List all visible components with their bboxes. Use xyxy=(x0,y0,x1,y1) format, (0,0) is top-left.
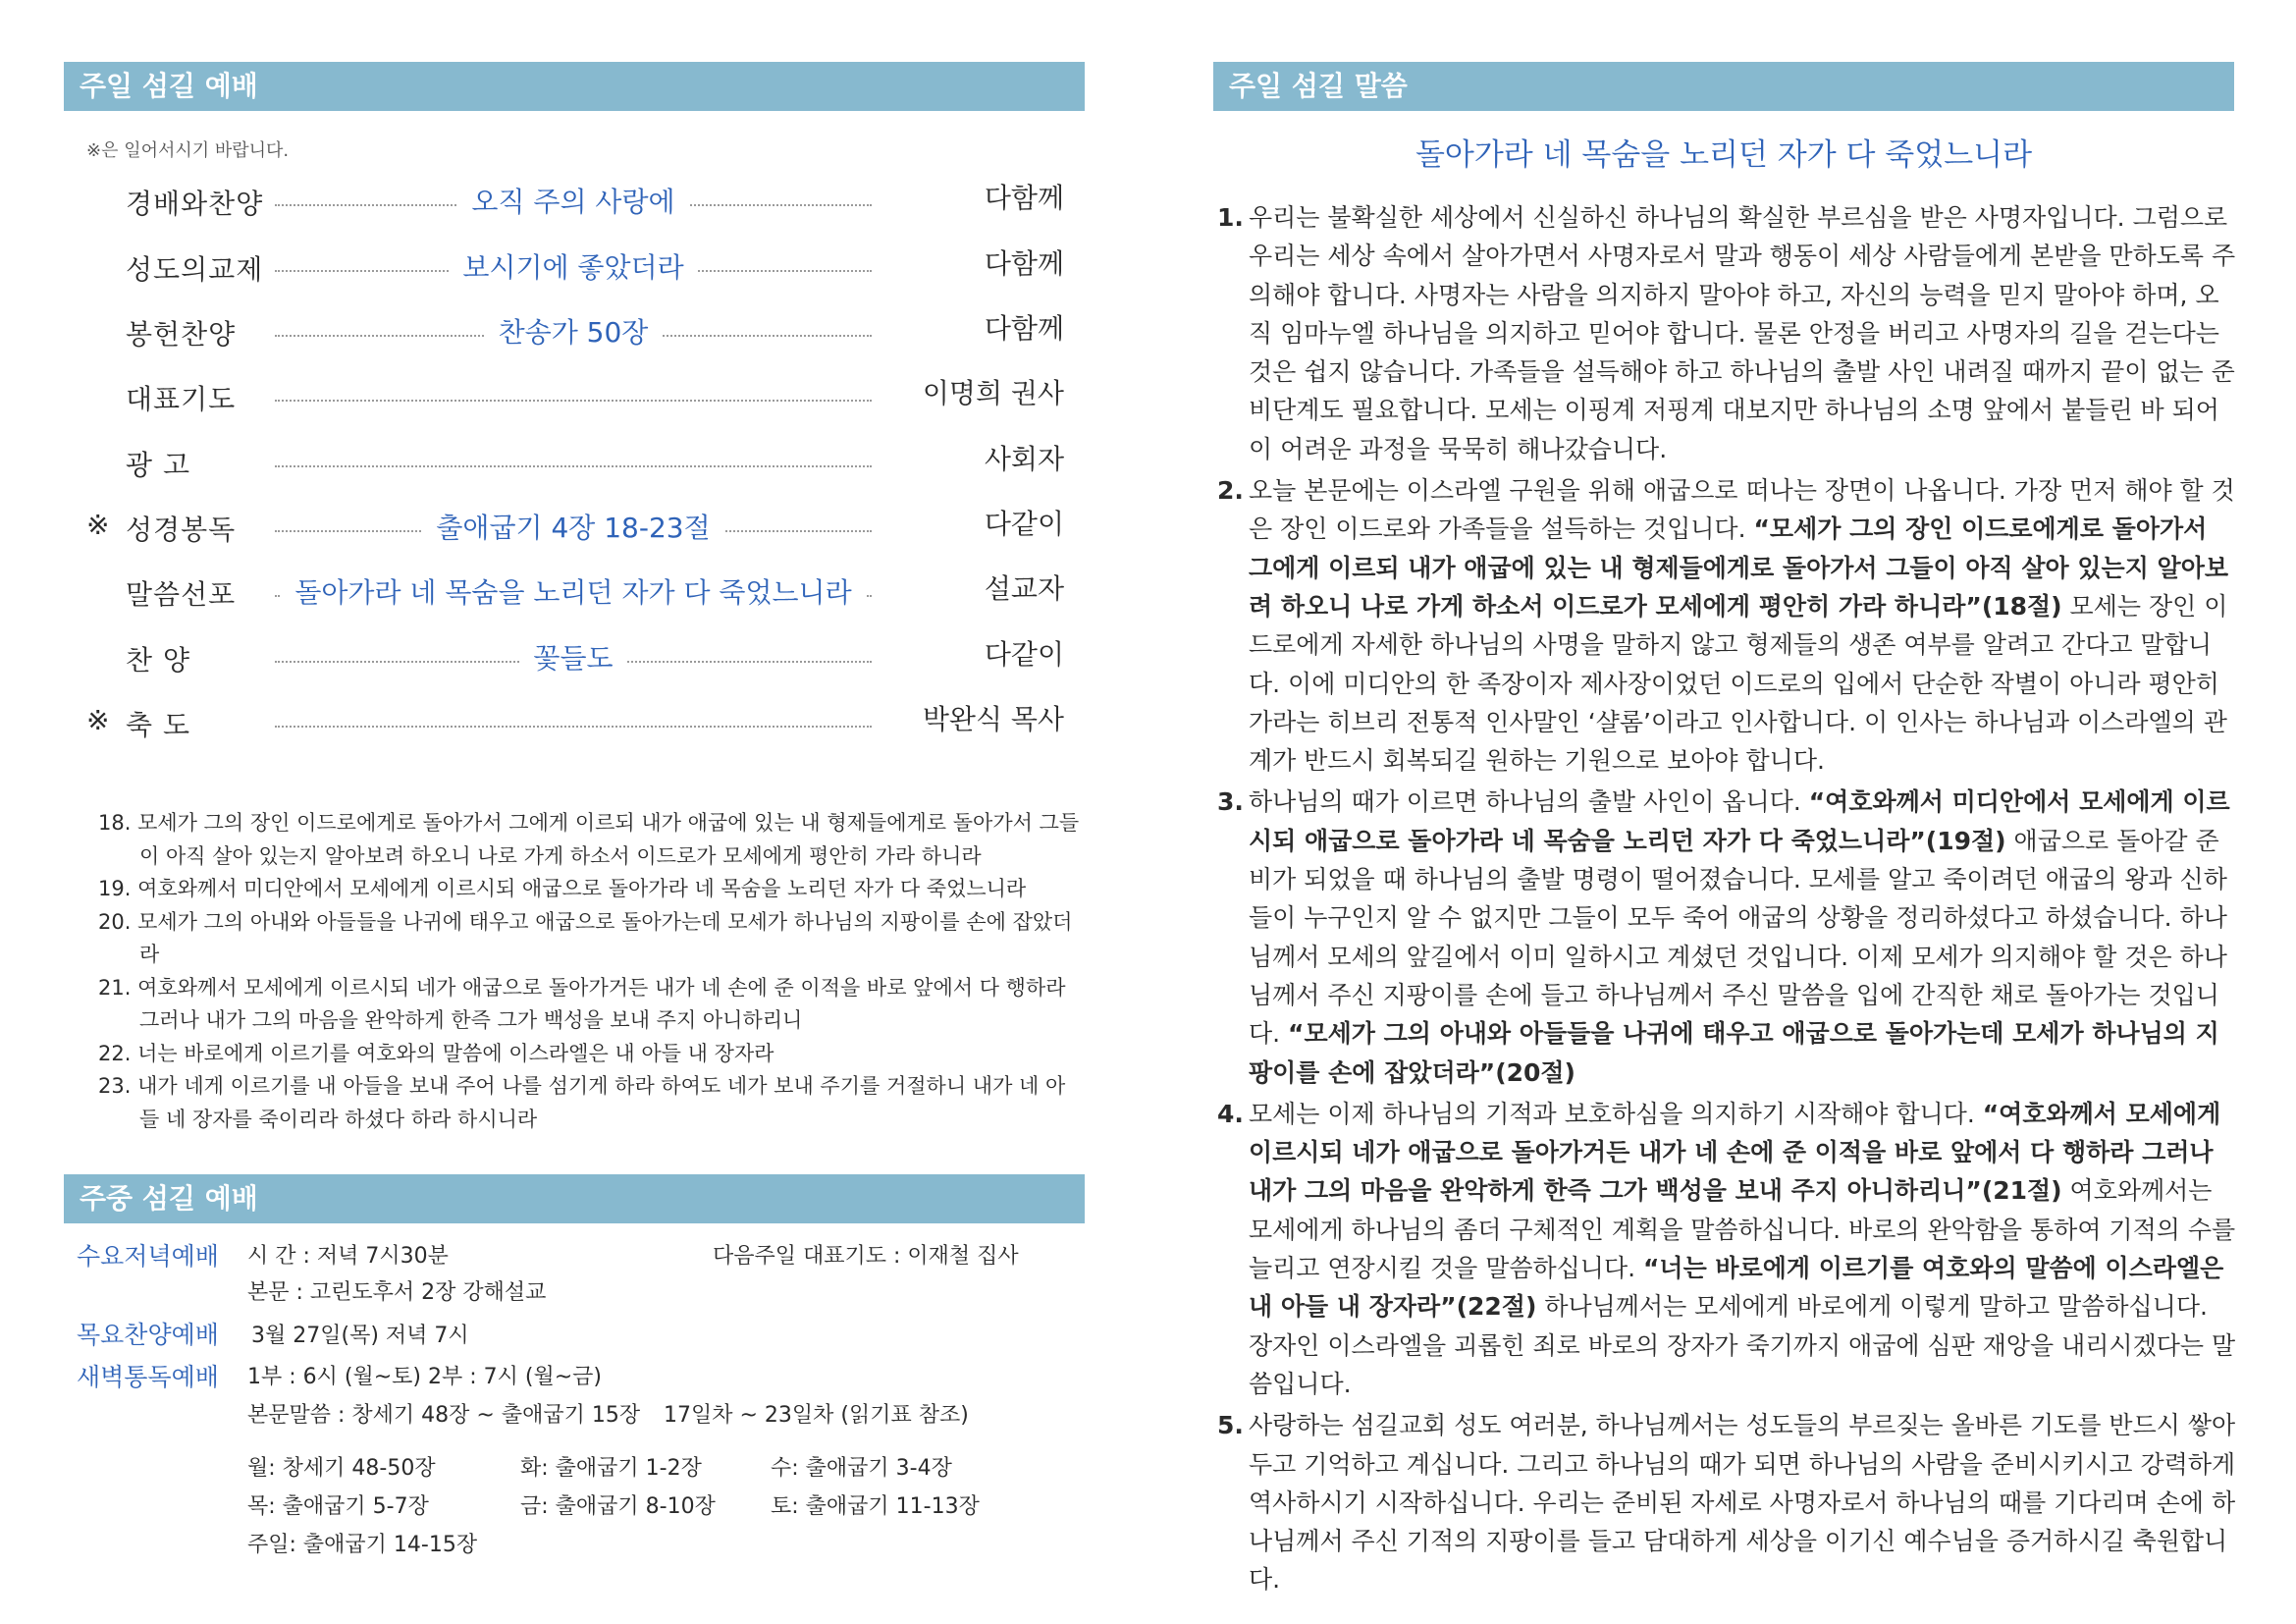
next-prayer: 다음주일 대표기도 : 이재철 집사 xyxy=(713,1244,1019,1269)
dawn-time: 1부 : 6시 (월~토) 2부 : 7시 (월~금) xyxy=(247,1365,602,1389)
stand-mark: ※ xyxy=(86,704,110,736)
order-item-leader: 다같이 xyxy=(984,638,1064,671)
order-row xyxy=(86,248,1064,292)
dawn-days: 17일차 ~ 23일차 (읽기표 참조) xyxy=(664,1403,969,1428)
point-text: 우리는 불확실한 세상에서 신실하신 하나님의 확실한 부르심을 받은 사명자입니다. 그럼으로 우리는 세상 속에서 살아가면서 사명자로서 말과 행동이 세상 사람들에게 본받을 만하도록 주의해야 합니다. 사명자는 사람을 의지하지 말아야 하고, 자신의 능력을 믿지 말아야 하며, 오직 임마누엘 하나님을 의지하고 믿어야 합니다. 물론 안정을 버리고 사명자의 길을 걷는다는 것은 쉽지 않습니다. 가족들을 설득해야 하고 하나님의 출발 사인 내려질 때까지 끝이 없는 준비단계도 필요합니다. 모세는 이핑계 저핑계 대보지만 하나님의 소명 앞에서 붙들린 바 되어 이 어려운 과정을 묵묵히 해나갔습니다. xyxy=(1249,203,2236,463)
schedule-sun: 주일: 출애굽기 14-15장 xyxy=(247,1533,478,1557)
worship-header: 주일 섬길 예배 xyxy=(64,62,1085,111)
dawn-label: 새벽통독예배 xyxy=(77,1363,219,1391)
scripture-quote: “너는 바로에게 이르기를 여호와의 말씀에 이스라엘은 내 아들 내 장자라”(22절) xyxy=(1249,1254,2224,1322)
schedule-sat: 토: 출애굽기 11-13장 xyxy=(771,1494,980,1519)
sermon-title: 돌아가라 네 목숨을 노리던 자가 다 죽었느니라 xyxy=(1415,137,2033,173)
point-text: 여호와께서는 모세에게 하나님의 좀더 구체적인 계획을 말씀하십니다. 바로의 완악함을 통하여 기적의 수를 늘리고 연장시킬 것을 말씀하십니다. xyxy=(1249,1176,2236,1283)
order-item-name: 성도의교제 xyxy=(126,253,264,286)
order-item-title: 출애굽기 4장 18-23절 xyxy=(275,507,872,546)
order-row xyxy=(86,313,1064,356)
point-number: 4. xyxy=(1217,1099,1244,1128)
order-item-name: 찬 양 xyxy=(126,644,190,677)
order-item-leader: 이명희 권사 xyxy=(922,377,1064,409)
order-item-title: 보시기에 좋았더라 xyxy=(275,246,872,286)
scripture-quote: “여호와께서 모세에게 이르시되 네가 애굽으로 돌아가거든 내가 네 손에 준 이적을 바로 앞에서 다 행하라 그러나 내가 그의 마음을 완악하게 한즉 그가 백성을 보내 주지 아니하리니”(21절) xyxy=(1249,1099,2221,1206)
order-row xyxy=(86,704,1064,747)
order-item-name: 대표기도 xyxy=(126,383,237,415)
point-text: 사랑하는 섬길교회 성도 여러분, 하나님께서는 성도들의 부르짖는 올바른 기도를 반드시 쌓아두고 기억하고 계십니다. 그리고 하나님의 때가 되면 하나님의 사람을 준비시키시고 강력하게 역사하시기 시작하십니다. 우리는 준비된 자세로 사명자로서 하나님의 때를 기다리며 손에 하나님께서 주신 기적의 지팡이를 들고 담대하게 세상을 이기신 예수님을 증거하시길 축원합니다. xyxy=(1249,1411,2236,1595)
dotted-leader xyxy=(275,465,872,467)
verse-line: 23. 내가 네게 이르기를 내 아들을 보내 주어 나를 섬기게 하라 하여도 네가 보내 주기를 거절하니 내가 네 아들 네 장자를 죽이리라 하셨다 하라 하시니라 xyxy=(98,1074,1066,1131)
order-row xyxy=(86,183,1064,226)
order-item-name: 경배와찬양 xyxy=(126,188,264,220)
point-text: 하나님께서는 모세에게 바로에게 이렇게 말하고 말씀하십니다. 장자인 이스라엘을 괴롭힌 죄로 바로의 장자가 죽기까지 애굽에 심판 재앙을 내리시겠다는 말씀입니다. xyxy=(1249,1292,2236,1398)
order-item-name: 성경봉독 xyxy=(126,514,237,546)
schedule-fri: 금: 출애굽기 8-10장 xyxy=(520,1494,716,1519)
order-item-title: 찬송가 50장 xyxy=(275,311,872,351)
order-row xyxy=(86,639,1064,682)
point-number: 1. xyxy=(1217,203,1244,232)
scripture-quote: “여호와께서 미디안에서 모세에게 이르시되 애굽으로 돌아가라 네 목숨을 노리던 자가 다 죽었느니라”(19절) xyxy=(1249,787,2230,855)
verse-line: 18. 모세가 그의 장인 이드로에게로 돌아가서 그에게 이르되 내가 애굽에 있는 내 형제들에게로 돌아가서 그들이 아직 살아 있는지 알아보려 하오니 나로 가게 하소서 이드로가 모세에게 평안히 가라 하니라 xyxy=(98,811,1080,868)
order-item-leader: 다함께 xyxy=(984,247,1064,280)
point-number: 5. xyxy=(1217,1411,1244,1440)
scripture-quote: “모세가 그의 아내와 아들들을 나귀에 태우고 애굽으로 돌아가는데 모세가 하나님의 지팡이를 손에 잡았더라”(20절) xyxy=(1249,1019,2219,1087)
schedule-thu: 목: 출애굽기 5-7장 xyxy=(247,1494,429,1519)
sermon-point xyxy=(1217,471,2238,780)
wednesday-text: 본문 : 고린도후서 2장 강해설교 xyxy=(247,1280,547,1305)
sermon-header: 주일 섬길 말씀 xyxy=(1213,62,2234,111)
point-text: 오늘 본문에는 이스라엘 구원을 위해 애굽으로 떠나는 장면이 나옵니다. 가장 먼저 해야 할 것은 장인 이드로와 가족들을 설득하는 것입니다. xyxy=(1249,476,2235,544)
schedule-wed: 수: 출애굽기 3-4장 xyxy=(771,1456,952,1481)
point-text: 모세는 이제 하나님의 기적과 보호하심을 의지하기 시작해야 합니다. xyxy=(1249,1099,1983,1128)
stand-mark: ※ xyxy=(86,509,110,541)
order-item-title: 오직 주의 사랑에 xyxy=(275,181,872,220)
order-row xyxy=(86,573,1064,617)
order-row xyxy=(86,509,1064,552)
verse-line: 20. 모세가 그의 아내와 아들들을 나귀에 태우고 애굽으로 돌아가는데 모세가 하나님의 지팡이를 손에 잡았더라 xyxy=(98,909,1073,966)
order-row xyxy=(86,444,1064,487)
order-item-leader: 다같이 xyxy=(984,508,1064,540)
dotted-leader xyxy=(275,726,872,728)
sermon-point xyxy=(1217,1095,2238,1403)
wednesday-label: 수요저녁예배 xyxy=(77,1242,219,1271)
point-text: 애굽으로 돌아갈 준비가 되었을 때 하나님의 출발 명령이 떨어졌습니다. 모세를 알고 죽이려던 애굽의 왕과 신하들이 누구인지 알 수 없지만 그들이 모두 죽어 애굽의 상황을 정리하셨다고 하셨습니다. 하나님께서 모세의 앞길에서 이미 일하시고 계셨던 것입니다. 이제 모세가 의지해야 할 것은 하나님께서 주신 지팡이를 손에 들고 하나님께서 주신 말씀을 입에 간직한 채로 돌아가는 것입니다. xyxy=(1249,826,2227,1049)
order-item-leader: 사회자 xyxy=(984,443,1064,475)
order-item-name: 말씀선포 xyxy=(126,578,237,611)
standing-note: ※은 일어서시기 바랍니다. xyxy=(86,140,290,161)
wednesday-time: 시 간 : 저녁 7시30분 xyxy=(247,1244,449,1269)
scripture-verses xyxy=(98,807,1080,1136)
point-number: 3. xyxy=(1217,787,1244,817)
sermon-points xyxy=(1217,198,2238,1602)
thursday-time: 3월 27일(목) 저녁 7시 xyxy=(251,1324,469,1348)
verse-line: 21. 여호와께서 모세에게 이르시되 네가 애굽으로 돌아가거든 내가 네 손에 준 이적을 바로 앞에서 다 행하라 그러나 내가 그의 마음을 완악하게 한즉 그가 백성을 보내 주지 아니하리니 xyxy=(98,975,1066,1032)
order-item-name: 봉헌찬양 xyxy=(126,318,237,351)
order-item-leader: 다함께 xyxy=(984,312,1064,345)
point-number: 2. xyxy=(1217,476,1244,506)
order-item-name: 축 도 xyxy=(126,709,190,741)
schedule-tue: 화: 출애굽기 1-2장 xyxy=(520,1456,702,1481)
point-text: 모세는 장인 이드로에게 자세한 하나님의 사명을 말하지 않고 형제들의 생존 여부를 알려고 간다고 말합니다. 이에 미디안의 한 족장이자 제사장이었던 이드로의 입에서 단순한 작별이 아니라 평안히 가라는 히브리 전통적 인사말인 ‘샬롬’이라고 인사합니다. 이 인사는 하나님과 이스라엘의 관계가 반드시 회복되길 원하는 기원으로 보아야 합니다. xyxy=(1249,591,2228,776)
order-item-leader: 다함께 xyxy=(984,182,1064,214)
order-item-leader: 설교자 xyxy=(984,572,1064,605)
sermon-point xyxy=(1217,783,2238,1091)
dawn-text: 본문말씀 : 창세기 48장 ~ 출애굽기 15장 xyxy=(247,1403,641,1428)
point-text: 하나님의 때가 이르면 하나님의 출발 사인이 옵니다. xyxy=(1249,787,1809,817)
thursday-label: 목요찬양예배 xyxy=(77,1321,219,1349)
order-item-name: 광 고 xyxy=(126,449,190,481)
order-item-title: 꽃들도 xyxy=(275,637,872,677)
sermon-point xyxy=(1217,198,2238,468)
verse-line: 22. 너는 바로에게 이르기를 여호와의 말씀에 이스라엘은 내 아들 내 장자라 xyxy=(98,1041,774,1065)
dotted-leader xyxy=(275,400,872,402)
schedule-mon: 월: 창세기 48-50장 xyxy=(247,1456,436,1481)
verse-line: 19. 여호와께서 미디안에서 모세에게 이르시되 애굽으로 돌아가라 네 목숨을 노리던 자가 다 죽었느니라 xyxy=(98,877,1027,900)
scripture-quote: “모세가 그의 장인 이드로에게로 돌아가서 그에게 이르되 내가 애굽에 있는 내 형제들에게로 돌아가서 그들이 아직 살아 있는지 알아보려 하오니 나로 가게 하소서 이드로가 모세에게 평안히 가라 하니라”(18절) xyxy=(1249,514,2228,621)
sermon-point xyxy=(1217,1406,2238,1598)
midweek-header: 주중 섬길 예배 xyxy=(64,1174,1085,1223)
order-item-leader: 박완식 목사 xyxy=(922,703,1064,735)
order-item-title: 돌아가라 네 목숨을 노리던 자가 다 죽었느니라 xyxy=(275,571,872,611)
order-row xyxy=(86,378,1064,421)
